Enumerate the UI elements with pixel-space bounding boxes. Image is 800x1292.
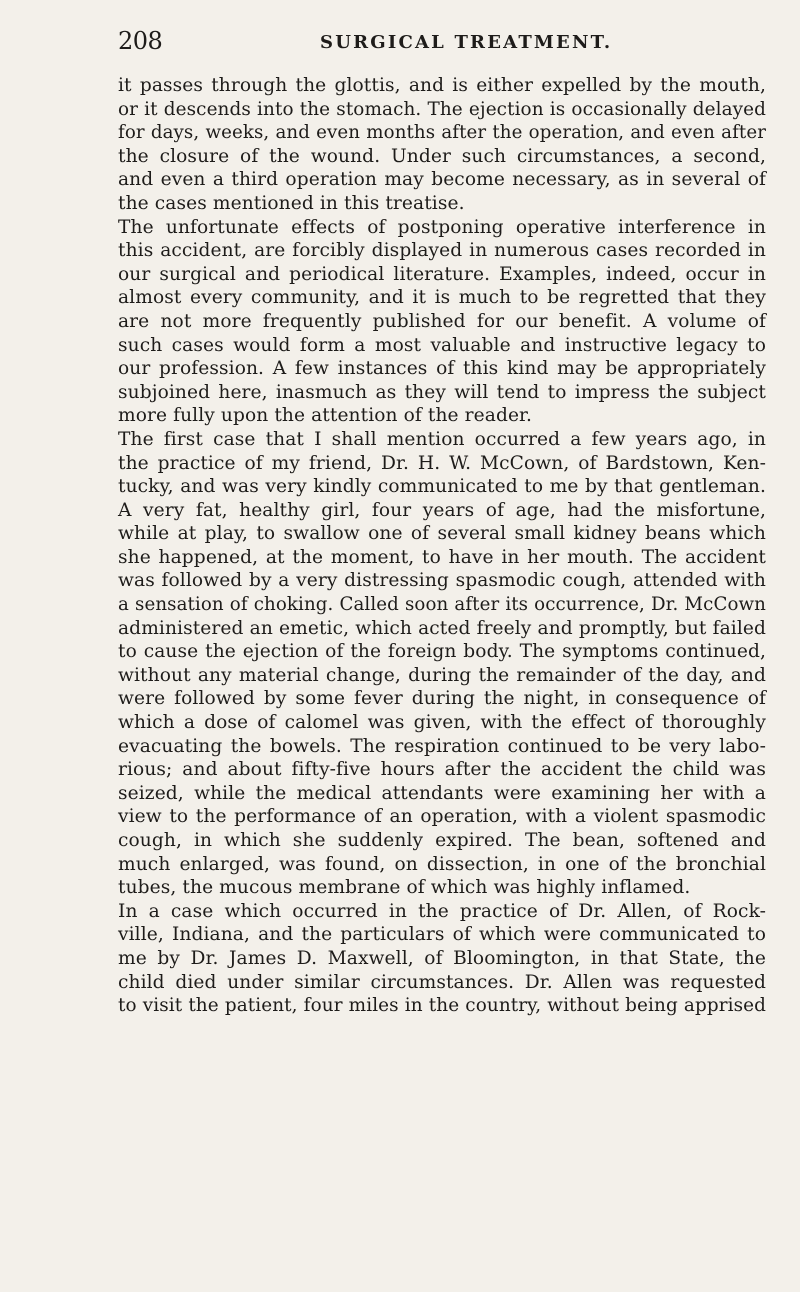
text-line: the practice of my friend, Dr. H. W. McCown, of Bardstown, Ken- <box>118 452 766 474</box>
text-line: cough, in which she suddenly expired. The bean, softened and <box>118 830 766 851</box>
text-line: this accident, are forcibly displayed in numerous cases recorded in <box>118 240 766 262</box>
text-line: such cases would form a most valuable and instructive legacy to <box>118 334 766 356</box>
text-line: our surgical and periodical literature. Examples, indeed, occur in <box>118 263 766 285</box>
text-line: me by Dr. James D. Maxwell, of Bloomington, in that State, the <box>118 947 766 969</box>
text-line: evacuating the bowels. The respiration continued to be very labo- <box>118 735 766 757</box>
text-line: ville, Indiana, and the particulars of which were communicated to <box>118 924 766 946</box>
running-head: SURGICAL TREATMENT. <box>320 32 613 53</box>
text-line: she happened, at the moment, to have in her mouth. The accident <box>118 546 766 568</box>
text-line: tucky, and was very kindly communicated to me by that gentleman. <box>118 476 766 498</box>
text-line: to cause the ejection of the foreign body. The symptoms continued, <box>118 641 766 663</box>
text-line: rious; and about fifty-five hours after the accident the child was <box>118 759 766 781</box>
text-line: were followed by some fever during the night, in consequence of <box>118 688 766 710</box>
text-line: it passes through the glottis, and is either expelled by the mouth, <box>118 75 766 96</box>
text-line: and even a third operation may become necessary, as in several of <box>118 169 766 191</box>
text-line: almost every community, and it is much to be regretted that they <box>118 287 766 309</box>
text-line: a sensation of choking. Called soon after its occurrence, Dr. McCown <box>118 594 766 616</box>
text-line: while at play, to swallow one of several small kidney beans which <box>118 523 766 545</box>
text-line: more fully upon the attention of the reader. <box>118 405 533 427</box>
text-line: without any material change, during the remainder of the day, and <box>118 664 766 686</box>
text-line: the closure of the wound. Under such circumstances, a second, <box>118 145 766 167</box>
text-line: the cases mentioned in this treatise. <box>118 192 465 214</box>
body-text <box>118 74 766 1018</box>
text-line: subjoined here, inasmuch as they will tend to impress the subject <box>118 381 766 403</box>
text-line: child died under similar circumstances. Dr. Allen was requested <box>118 971 766 993</box>
page-number: 208 <box>118 27 163 55</box>
text-line: The first case that I shall mention occurred a few years ago, in <box>118 428 766 450</box>
text-line: or it descends into the stomach. The ejection is occasionally delayed <box>118 98 766 120</box>
text-line: are not more frequently published for our benefit. A volume of <box>118 310 766 332</box>
text-line: seized, while the medical attendants were examining her with a <box>118 782 766 804</box>
text-line: view to the performance of an operation, with a violent spasmodic <box>118 806 766 828</box>
text-line: to visit the patient, four miles in the country, without being apprised <box>118 995 766 1017</box>
text-line: A very fat, healthy girl, four years of age, had the misfortune, <box>118 499 766 521</box>
text-line: for days, weeks, and even months after the operation, and even after <box>118 122 766 144</box>
text-line: much enlarged, was found, on dissection, in one of the bronchial <box>118 853 766 875</box>
text-line: tubes, the mucous membrane of which was highly inflamed. <box>118 877 691 899</box>
text-line: was followed by a very distressing spasmodic cough, attended with <box>118 570 766 592</box>
text-line: our profession. A few instances of this kind may be appropriately <box>118 358 766 380</box>
text-line: which a dose of calomel was given, with the effect of thoroughly <box>118 712 766 734</box>
text-line: administered an emetic, which acted freely and promptly, but failed <box>118 617 766 639</box>
page-header <box>118 26 758 56</box>
text-line: In a case which occurred in the practice of Dr. Allen, of Rock- <box>118 900 766 922</box>
text-line: The unfortunate effects of postponing operative interference in <box>118 216 766 238</box>
